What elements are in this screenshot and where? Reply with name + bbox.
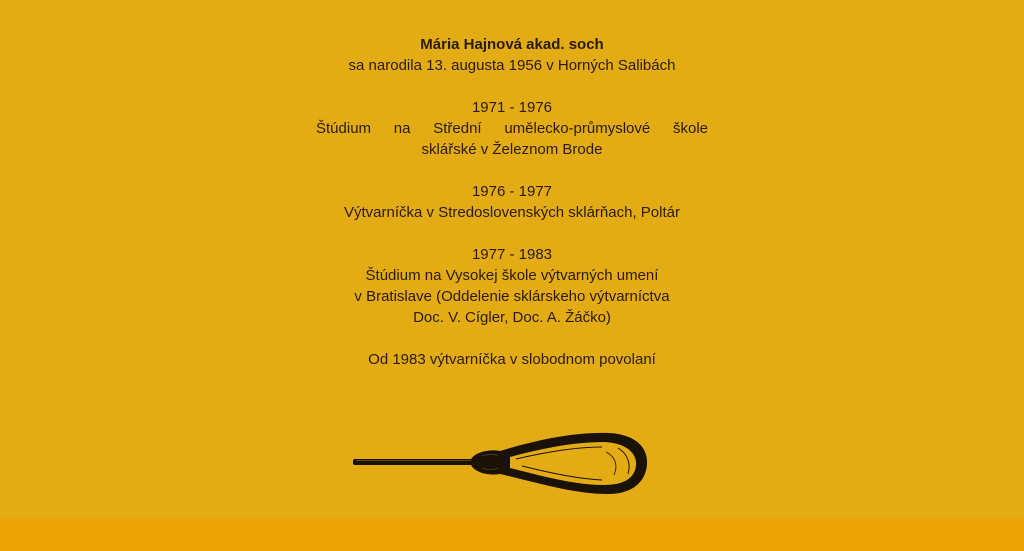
spacer xyxy=(262,76,762,97)
period-1976-line-1: Výtvarníčka v Stredoslovenských sklárňach, Poltár xyxy=(344,204,680,221)
period-1977-years: 1977 - 1983 xyxy=(471,246,553,263)
birth-info: sa narodila 13. augusta 1956 v Horných Salibách xyxy=(348,57,676,74)
period-1971-years: 1971 - 1976 xyxy=(471,99,553,116)
period-1977-line-1: Štúdium na Vysokej škole výtvarných umení xyxy=(365,267,659,284)
period-1977-line-3: Doc. V. Cígler, Doc. A. Žáčko) xyxy=(413,309,611,326)
freelance-since: Od 1983 výtvarníčka v slobodnom povolaní xyxy=(368,351,656,368)
spacer xyxy=(262,160,762,181)
spacer xyxy=(262,328,762,349)
spacer xyxy=(262,223,762,244)
period-1971-line-2: sklářské v Železnom Brode xyxy=(421,141,603,158)
period-1971-line-1: Štúdium na Střední umělecko-průmyslové škole xyxy=(316,120,708,137)
period-1977-line-2: v Bratislave (Oddelenie sklárskeho výtvarníctva xyxy=(354,288,670,305)
biography xyxy=(262,34,762,370)
artist-name: Mária Hajnová akad. soch xyxy=(420,36,604,53)
period-1976-years: 1976 - 1977 xyxy=(471,183,553,200)
footer-band xyxy=(0,519,1024,551)
glass-blowing-pipe-icon xyxy=(350,428,652,498)
